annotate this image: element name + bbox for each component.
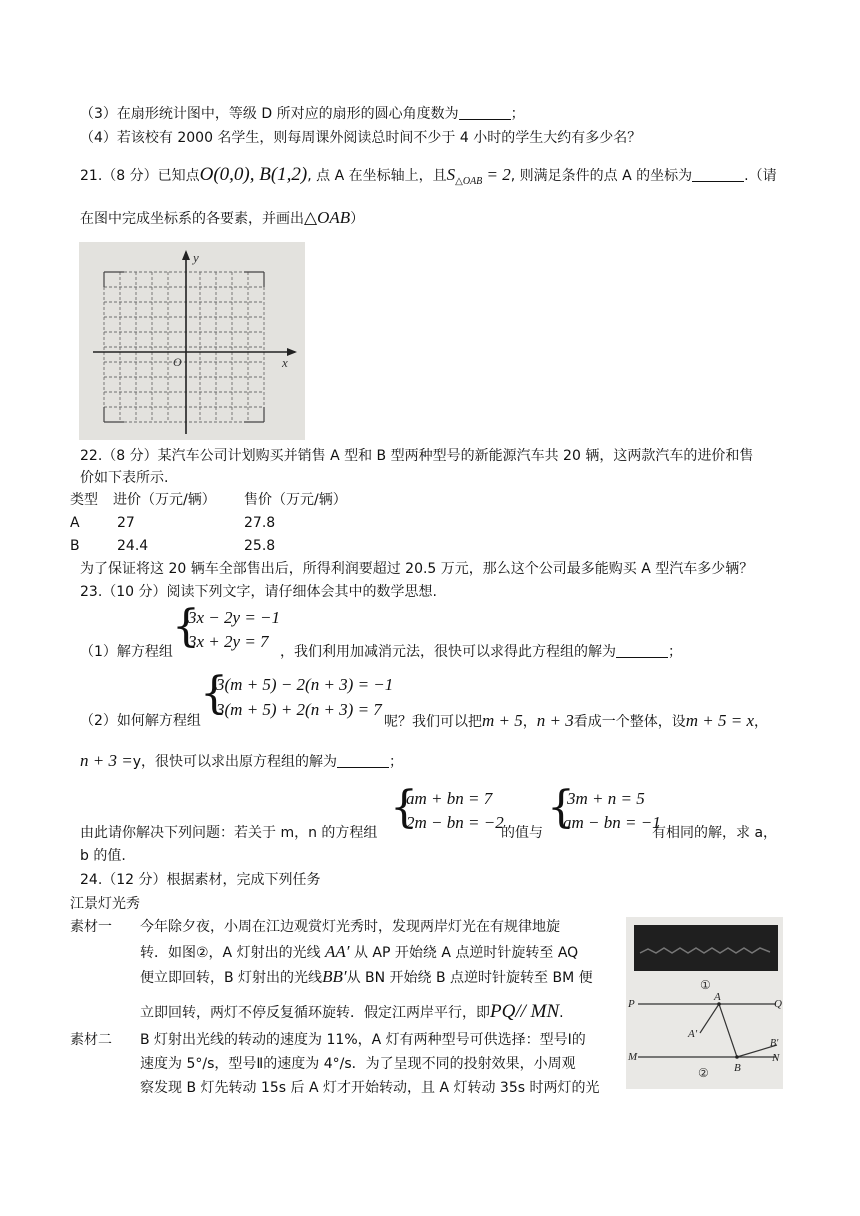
q23-part2-body2: 看成一个整体，设 — [573, 714, 686, 730]
q23-part3-line2: b 的值. — [80, 848, 126, 864]
y-axis-label: y — [193, 250, 199, 265]
q21-points: O(0,0), B(1,2) — [199, 164, 308, 185]
q24-ray-aa: AA′ — [325, 942, 350, 961]
q24-m1-line3 — [140, 967, 593, 988]
sys4-eq2: am − bn = −1 — [563, 813, 661, 832]
q24-m1-line2b: 从 AP 开始绕 A 点逆时针旋转至 AQ — [353, 945, 579, 961]
q22-line1: 22.（8 分）某汽车公司计划购买并销售 A 型和 B 型两种型号的新能源汽车共 20 辆，这两款汽车的进价和售 — [80, 448, 754, 464]
q21-mid2: , 则满足条件的点 A 的坐标为 — [510, 168, 693, 184]
q24-parallel: PQ// MN — [490, 1001, 560, 1022]
coordinate-grid-figure — [79, 242, 305, 440]
q24-subtitle: 江景灯光秀 — [70, 896, 140, 912]
q24-material2-label: 素材二 — [70, 1032, 112, 1048]
q23-term2: n + 3 — [536, 711, 574, 730]
figure1-label: ① — [700, 978, 711, 992]
q23-sub2-lhs: n + 3 = — [80, 751, 133, 770]
sys4-brace-icon: { — [547, 782, 575, 833]
table-cell: 24.4 — [117, 538, 149, 554]
label-m: M — [628, 1051, 638, 1063]
sys3-eq2: 2m − bn = −2 — [406, 813, 504, 832]
sys2-eq1: 3(m + 5) − 2(n + 3) = −1 — [216, 675, 394, 694]
q20-part3-text: （3）在扇形统计图中，等级 D 所对应的扇形的圆心角度数为 — [80, 106, 459, 122]
q21-answer-blank[interactable] — [692, 167, 744, 182]
table-cell: 27.8 — [244, 515, 276, 531]
q20-part3-end: ； — [510, 106, 525, 122]
q24-m1-line3b: 从 BN 开始绕 B 点逆时针旋转至 BM 便 — [346, 970, 593, 986]
q23-term1: m + 5 — [482, 711, 523, 730]
origin-label: O — [173, 355, 182, 369]
q23-part2-end2: ； — [389, 754, 403, 770]
ray-aa-line — [700, 1004, 719, 1033]
q23-part1-prefix: （1）解方程组 — [80, 644, 173, 660]
q23-part2-end: ， — [754, 714, 768, 730]
q21-line1 — [80, 165, 777, 192]
coordinate-grid-svg — [79, 242, 305, 440]
q23-part3-mid: 的值与 — [501, 825, 543, 841]
q24-title: 24.（12 分）根据素材，完成下列任务 — [80, 872, 321, 888]
figure2-label: ② — [698, 1066, 709, 1080]
q21-prefix: 21.（8 分）已知点 — [80, 168, 200, 184]
label-q: Q — [774, 998, 782, 1010]
q21-end: .（请 — [744, 168, 777, 184]
q21-line2-end: ） — [350, 211, 365, 227]
q21-line2-text: 在图中完成坐标系的各要素，并画出 — [80, 211, 304, 227]
sys1-eq2: 3x + 2y = 7 — [188, 632, 269, 651]
label-b: B — [734, 1062, 741, 1074]
table-cell: 27 — [117, 515, 135, 531]
q21-line2 — [80, 208, 364, 229]
q21-area-value: = 2 — [482, 165, 511, 184]
light-show-figure — [626, 917, 783, 1089]
q23-part2-line2 — [80, 751, 403, 772]
q21-mid1: , 点 A 在坐标轴上，且 — [307, 168, 447, 184]
q23-part2-prefix: （2）如何解方程组 — [80, 713, 201, 729]
q24-m1-line2a: 转．如图②，A 灯射出的光线 — [140, 945, 321, 961]
night-photo — [634, 925, 778, 971]
q24-m1-line2 — [140, 942, 578, 963]
q20-part4: （4）若该校有 2000 名学生，则每周课外阅读总时间不少于 4 小时的学生大约有多少名？ — [80, 130, 642, 146]
table-header-type: 类型 — [70, 492, 98, 508]
q23-part2-blank[interactable] — [337, 753, 389, 768]
q23-part3-prefix: 由此请你解决下列问题：若关于 m，n 的方程组 — [80, 825, 378, 841]
sys4-eq1: 3m + n = 5 — [567, 789, 645, 808]
label-p: P — [628, 998, 635, 1010]
x-axis-arrow-icon — [287, 348, 297, 356]
q24-m2-line3: 察发现 B 灯先转动 15s 后 A 灯才开始转动，且 A 灯转动 35s 时两灯的光 — [140, 1080, 600, 1096]
q23-part1-end: ； — [668, 644, 682, 660]
label-n: N — [772, 1052, 780, 1064]
q24-m1-line1: 今年除夕夜，小周在江边观赏灯光秀时，发现两岸灯光在有规律地旋 — [140, 919, 560, 935]
label-a-prime: A′ — [688, 1028, 698, 1040]
q24-material1-label: 素材一 — [70, 919, 112, 935]
q23-part2-text — [384, 711, 768, 732]
q23-title: 23.（10 分）阅读下列文字，请仔细体会其中的数学思想. — [80, 584, 437, 600]
q20-answer-blank[interactable] — [459, 105, 511, 120]
q22-line2: 价如下表所示. — [80, 470, 169, 486]
sys3-brace-icon: { — [390, 782, 418, 833]
table-cell: 25.8 — [244, 538, 276, 554]
table-cell: A — [70, 515, 80, 531]
sys2-brace-icon: { — [200, 668, 228, 719]
segment-ab — [719, 1004, 737, 1057]
table-cell: B — [70, 538, 80, 554]
q24-m1-line3a: 便立即回转，B 灯射出的光线 — [140, 970, 323, 986]
q23-part1-blank[interactable] — [616, 643, 668, 658]
q23-part3-end: 有相同的解，求 a， — [652, 825, 778, 841]
q24-m2-line2: 速度为 5°/s，型号Ⅱ的速度为 4°/s．为了呈现不同的投射效果，小周观 — [140, 1056, 576, 1072]
q21-area-subscript: △OAB — [455, 175, 483, 187]
label-a: A — [714, 991, 721, 1003]
x-axis-label: x — [282, 355, 288, 370]
sys3-eq1: am + bn = 7 — [406, 789, 493, 808]
sys1-eq1: 3x − 2y = −1 — [188, 608, 281, 627]
sys2-eq2: 3(m + 5) + 2(n + 3) = 7 — [216, 700, 382, 719]
q23-sep: ， — [522, 714, 537, 730]
q23-sub2-rhs: y，很快可以求出原方程组的解为 — [132, 754, 337, 770]
label-b-prime: B′ — [770, 1038, 779, 1049]
q24-ray-bb: BB′ — [322, 967, 347, 986]
q23-part2-body1: 呢？我们可以把 — [384, 714, 482, 730]
table-header-price: 售价（万元/辆） — [244, 492, 347, 508]
q20-part3 — [80, 104, 525, 124]
y-axis-arrow-icon — [182, 250, 190, 260]
sys1-brace-icon: { — [172, 601, 200, 652]
q24-m1-end: . — [559, 1005, 564, 1021]
q23-part1-body: ，我们利用加减消元法，很快可以求得此方程组的解为 — [280, 644, 616, 660]
table-header-cost: 进价（万元/辆） — [113, 492, 216, 508]
q23-sub1: m + 5 = x — [685, 711, 754, 730]
q24-m1-line4 — [140, 1002, 564, 1023]
light-show-svg — [626, 917, 783, 1089]
q24-m1-line4-text: 立即回转，两灯不停反复循环旋转．假定江两岸平行，即 — [140, 1005, 490, 1021]
point-b — [735, 1055, 739, 1059]
q21-area-symbol: S — [446, 165, 456, 184]
q24-m2-line1: B 灯射出光线的转动的速度为 11%，A 灯有两种型号可供选择：型号Ⅰ的 — [140, 1032, 586, 1048]
q22-line3: 为了保证将这 20 辆车全部售出后，所得利润要超过 20.5 万元，那么这个公司最多能购买 A 型汽车多少辆？ — [80, 561, 754, 577]
q23-part1-text — [280, 642, 682, 662]
q21-triangle: △OAB — [304, 208, 351, 227]
